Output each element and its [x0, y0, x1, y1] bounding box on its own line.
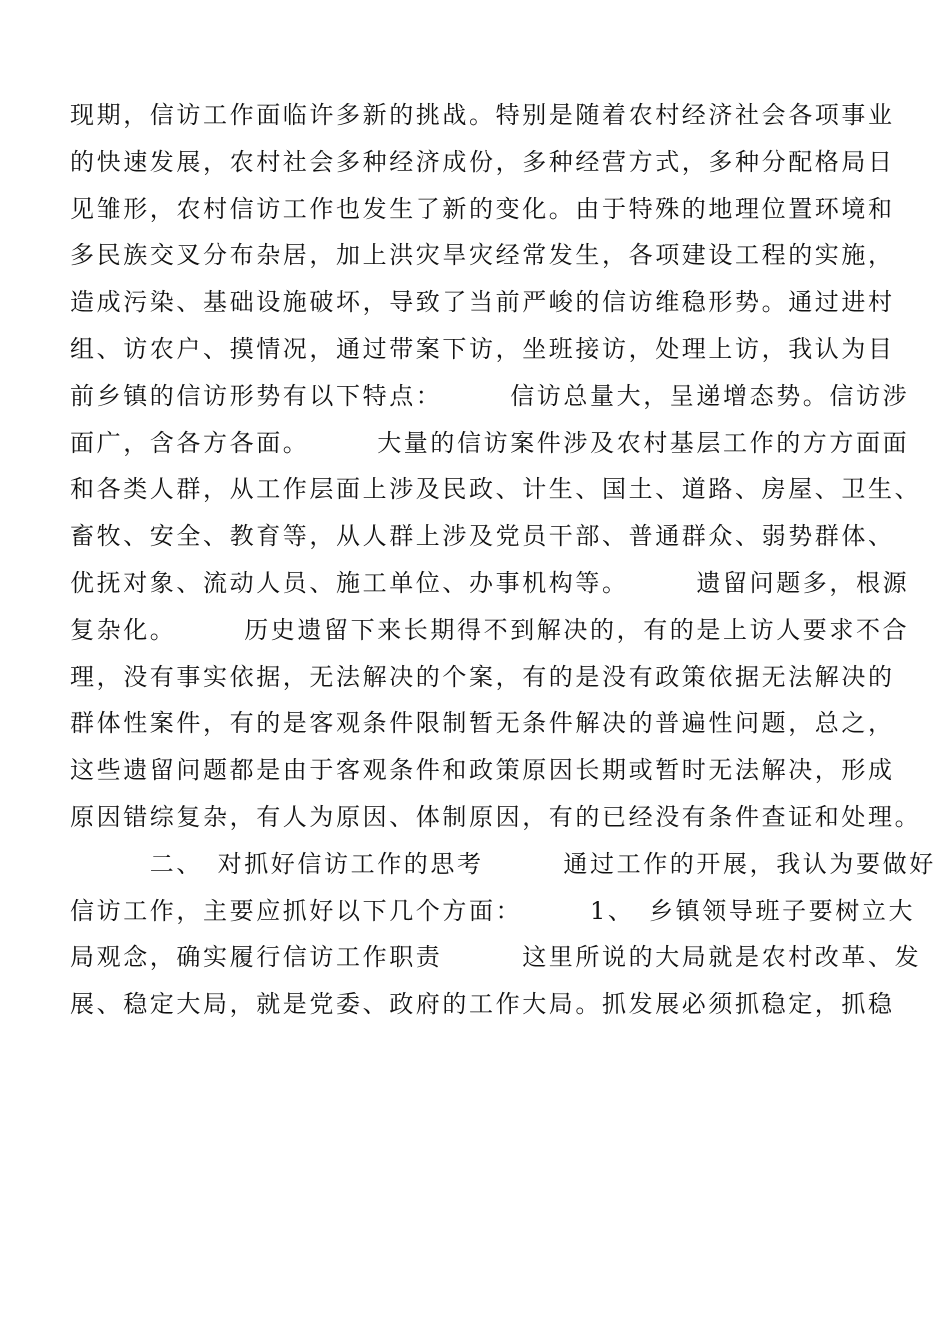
text-line: 现期，信访工作面临许多新的挑战。特别是随着农村经济社会各项事业 — [70, 101, 895, 129]
text-line: 展、稳定大局，就是党委、政府的工作大局。抓发展必须抓稳定，抓稳 — [70, 990, 895, 1019]
section-heading-line: 二、 对抓好信访工作的思考 通过工作的开展，我认为要做好 — [70, 849, 936, 878]
body-text — [70, 92, 936, 1028]
text-line: 面广，含各方各面。 大量的信访案件涉及农村基层工作的方方面面 — [70, 428, 910, 457]
text-line: 和各类人群，从工作层面上涉及民政、计生、国土、道路、房屋、卫生、 — [70, 475, 922, 504]
text-line: 理，没有事实依据，无法解决的个案，有的是没有政策依据无法解决的 — [70, 662, 895, 691]
text-line: 见雏形，农村信访工作也发生了新的变化。由于特殊的地理位置环境和 — [70, 194, 895, 223]
text-line: 畜牧、安全、教育等，从人群上涉及党员干部、普通群众、弱势群体、 — [70, 522, 895, 551]
text-line: 原因错综复杂，有人为原因、体制原因，有的已经没有条件查证和处理。 — [70, 802, 922, 831]
text-line: 复杂化。 历史遗留下来长期得不到解决的，有的是上访人要求不合 — [70, 615, 910, 644]
text-line: 组、访农户、摸情况，通过带案下访，坐班接访，处理上访，我认为目 — [70, 334, 895, 363]
text-line: 信访工作，主要应抓好以下几个方面： 1、 乡镇领导班子要树立大 — [70, 896, 916, 925]
text-line: 的快速发展，农村社会多种经济成份，多种经营方式，多种分配格局日 — [70, 147, 895, 176]
text-line: 造成污染、基础设施破坏，导致了当前严峻的信访维稳形势。通过进村 — [70, 288, 895, 317]
text-line: 群体性案件，有的是客观条件限制暂无条件解决的普遍性问题，总之， — [70, 709, 895, 738]
text-line: 这些遗留问题都是由于客观条件和政策原因长期或暂时无法解决，形成 — [70, 756, 895, 785]
text-line: 前乡镇的信访形势有以下特点： 信访总量大，呈递增态势。信访涉 — [70, 381, 910, 410]
text-line: 优抚对象、流动人员、施工单位、办事机构等。 遗留问题多，根源 — [70, 568, 910, 597]
text-line: 局观念，确实履行信访工作职责 这里所说的大局就是农村改革、发 — [70, 943, 922, 972]
text-line: 多民族交叉分布杂居，加上洪灾旱灾经常发生，各项建设工程的实施， — [70, 241, 895, 270]
